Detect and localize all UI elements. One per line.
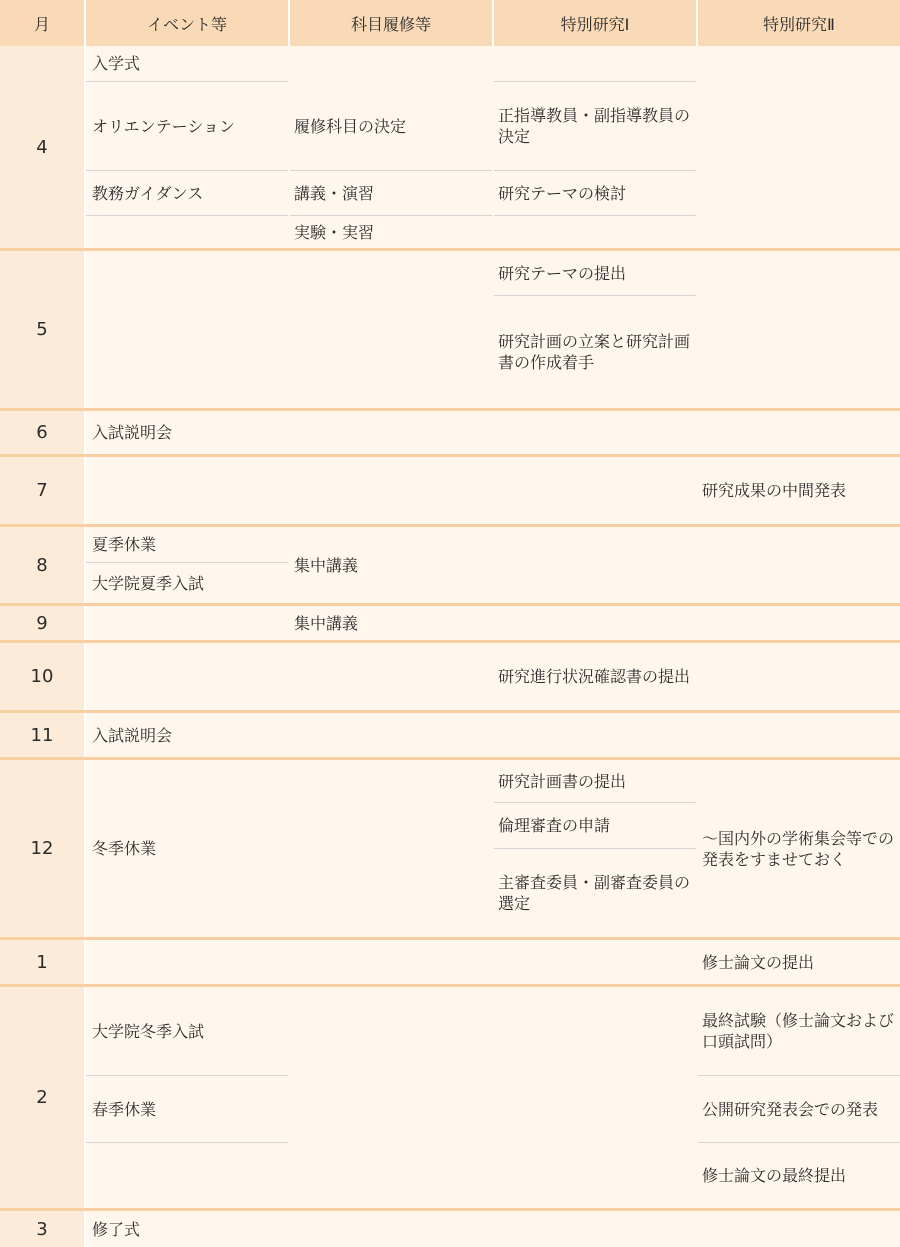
month-label: 8 (36, 554, 48, 576)
month-label: 12 (30, 838, 54, 859)
research1-cell: 研究計画の立案と研究計画書の作成着手 (498, 332, 691, 372)
event-cell: 春季休業 (92, 1099, 157, 1119)
research1-cell: 倫理審査の申請 (498, 816, 611, 835)
event-cell: 修了式 (92, 1219, 141, 1239)
research2-cell: 公開研究発表会での発表 (702, 1099, 879, 1119)
course-cell: 講義・演習 (294, 183, 375, 203)
header-month: 月 (0, 0, 84, 46)
course-cell: 集中講義 (294, 555, 359, 575)
research1-cell: 主審査委員・副審査委員の選定 (498, 873, 691, 913)
event-cell: 大学院冬季入試 (92, 1021, 205, 1041)
header-divider (84, 0, 86, 46)
research1-cell: 正指導教員・副指導教員の決定 (498, 106, 691, 146)
month-label: 10 (30, 666, 54, 687)
row-separator (0, 640, 900, 643)
course-cell: 実験・実習 (294, 222, 375, 242)
event-cell: 入試説明会 (92, 423, 173, 442)
event-cell: 入学式 (92, 54, 141, 73)
month-label: 4 (36, 136, 48, 158)
event-cell: 冬季休業 (92, 839, 157, 858)
month-label: 1 (36, 951, 48, 973)
event-cell: 夏季休業 (92, 535, 157, 554)
research1-cell: 研究テーマの提出 (498, 263, 627, 283)
row-separator (0, 248, 900, 251)
research2-cell: 修士論文の最終提出 (702, 1166, 847, 1185)
cell-divider (86, 215, 288, 216)
event-cell: オリエンテーション (92, 116, 236, 136)
month-label: 3 (36, 1218, 48, 1240)
header-research-2: 特別研究Ⅱ (698, 0, 900, 46)
header-divider (288, 0, 290, 46)
header-research-1: 特別研究Ⅰ (494, 0, 696, 46)
research1-cell: 研究計画書の提出 (498, 771, 627, 791)
header-course: 科目履修等 (290, 0, 492, 46)
research1-cell: 研究テーマの検討 (498, 183, 627, 203)
research2-cell: 最終試験（修士論文および口頭試問） (702, 1011, 895, 1051)
research2-cell: 修士論文の提出 (702, 952, 815, 972)
cell-divider (86, 1142, 288, 1143)
research2-cell: 研究成果の中間発表 (702, 481, 847, 500)
event-cell: 教務ガイダンス (92, 183, 204, 203)
research1-cell: 研究進行状況確認書の提出 (498, 667, 691, 686)
header-divider (492, 0, 494, 46)
month-label: 2 (36, 1087, 48, 1108)
month-label: 9 (36, 612, 48, 634)
month-label: 5 (36, 319, 48, 340)
event-cell: 大学院夏季入試 (92, 573, 205, 593)
header-divider (696, 0, 698, 46)
course-cell: 履修科目の決定 (294, 116, 407, 136)
month-label: 11 (30, 724, 54, 746)
cell-divider (494, 215, 696, 216)
header-event: イベント等 (86, 0, 288, 46)
month-label: 7 (36, 480, 48, 501)
research2-cell: ～国内外の学術集会等での発表をすませておく (702, 828, 895, 869)
course-cell: 集中講義 (294, 613, 359, 633)
event-cell: 入試説明会 (92, 725, 173, 745)
month-label: 6 (36, 422, 48, 443)
